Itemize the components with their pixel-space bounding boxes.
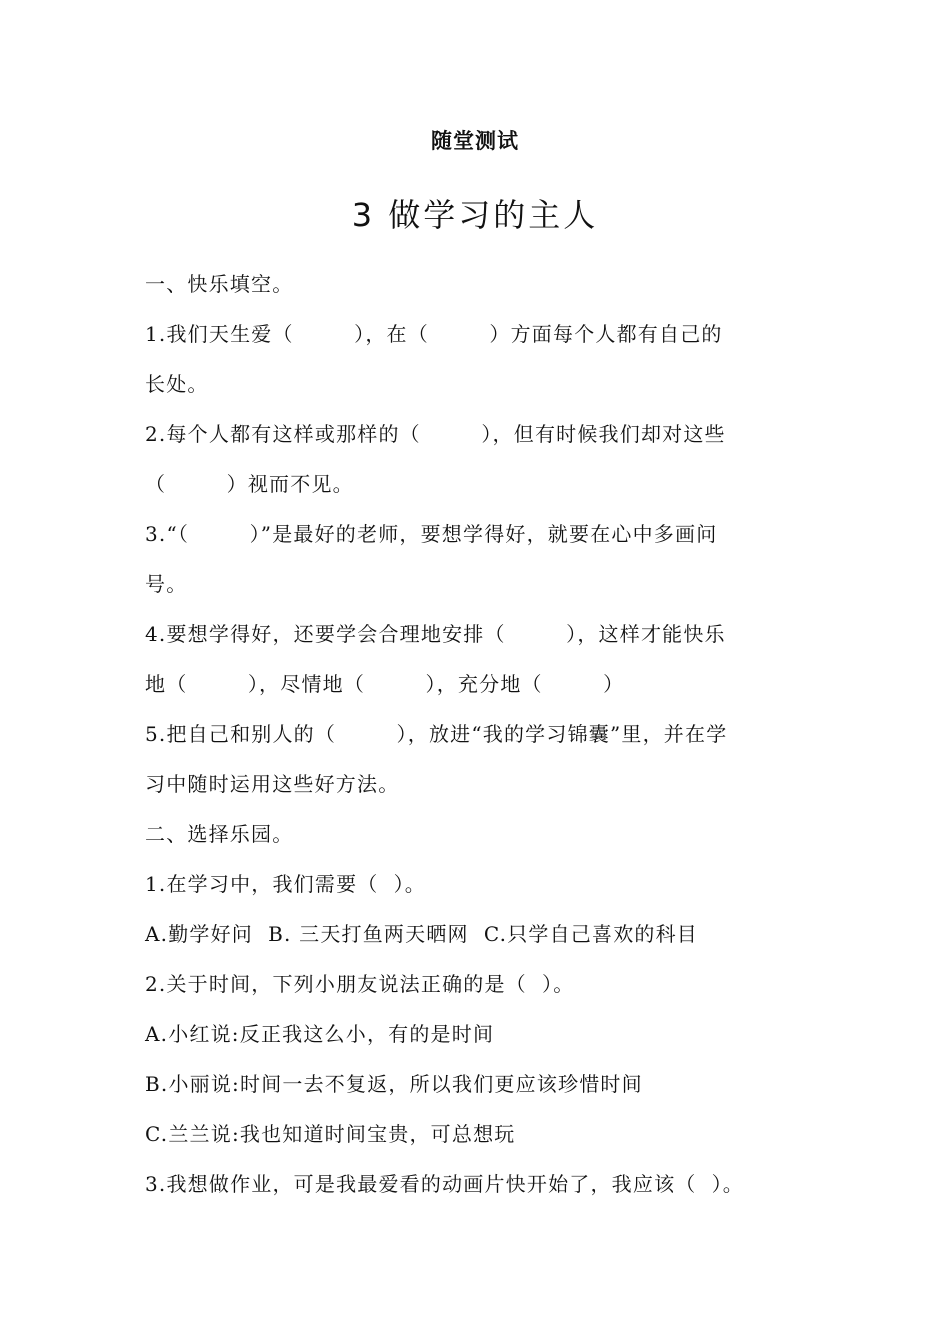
choice-question-2: 2.关于时间，下列小朋友说法正确的是（ ）。	[145, 972, 575, 996]
fill-question-4-line-2: 地（ ），尽情地（ ），充分地（ ）	[145, 672, 625, 696]
choice-question-2-option-a: A.小红说:反正我这么小，有的是时间	[145, 1022, 495, 1046]
worksheet-subtitle: 随堂测试	[431, 129, 519, 153]
fill-question-3-line-2: 号。	[145, 572, 188, 596]
choice-question-2-option-c: C.兰兰说:我也知道时间宝贵，可总想玩	[145, 1122, 516, 1146]
fill-question-3-line-1: 3.“（ ）”是最好的老师，要想学得好，就要在心中多画问	[145, 522, 718, 546]
fill-question-5-line-1: 5.把自己和别人的（ ），放进“我的学习锦囊”里，并在学	[145, 722, 728, 746]
fill-question-2-line-2: （ ）视而不见。	[145, 472, 354, 496]
fill-question-4-line-1: 4.要想学得好，还要学会合理地安排（ ），这样才能快乐	[145, 622, 726, 646]
choice-question-1-options: A.勤学好问 B. 三天打鱼两天晒网 C.只学自己喜欢的科目	[145, 922, 698, 946]
lesson-title: 3 做学习的主人	[351, 196, 599, 234]
section2-heading: 二、选择乐园。	[145, 822, 294, 846]
fill-question-5-line-2: 习中随时运用这些好方法。	[145, 772, 400, 796]
fill-question-1-line-1: 1.我们天生爱（ ），在（ ）方面每个人都有自己的	[145, 322, 723, 346]
choice-question-3: 3.我想做作业，可是我最爱看的动画片快开始了，我应该（ ）。	[145, 1172, 744, 1196]
fill-question-2-line-1: 2.每个人都有这样或那样的（ ），但有时候我们却对这些	[145, 422, 726, 446]
choice-question-2-option-b: B.小丽说:时间一去不复返，所以我们更应该珍惜时间	[145, 1072, 643, 1096]
choice-question-1: 1.在学习中，我们需要（ ）。	[145, 872, 426, 896]
section1-heading: 一、快乐填空。	[145, 272, 294, 296]
fill-question-1-line-2: 长处。	[145, 372, 209, 396]
